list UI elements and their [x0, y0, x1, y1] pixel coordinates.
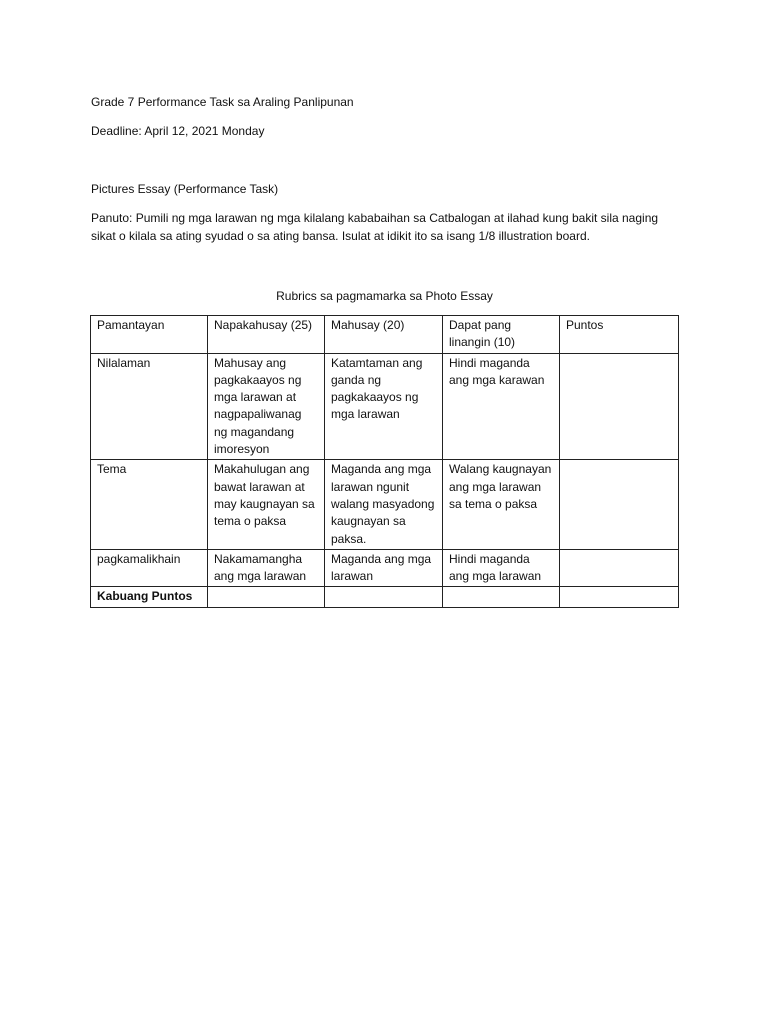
column-header: Puntos — [560, 316, 679, 354]
good-cell: Katamtaman ang ganda ng pagkakaayos ng mga larawan — [325, 353, 443, 460]
column-header: Napakahusay (25) — [208, 316, 325, 354]
criterion-cell: pagkamalikhain — [91, 549, 208, 587]
good-cell: Maganda ang mga larawan ngunit walang masyadong kaugnayan sa paksa. — [325, 460, 443, 549]
total-cell — [560, 587, 679, 607]
needs-work-cell: Walang kaugnayan ang mga larawan sa tema o paksa — [443, 460, 560, 549]
column-header: Pamantayan — [91, 316, 208, 354]
points-cell — [560, 353, 679, 460]
table-row — [91, 549, 679, 587]
excellent-cell: Mahusay ang pagkakaayos ng mga larawan at nagpapaliwanag ng magandang imoresyon — [208, 353, 325, 460]
essay-title: Pictures Essay (Performance Task) — [91, 182, 279, 196]
criterion-cell: Nilalaman — [91, 353, 208, 460]
needs-work-cell: Hindi maganda ang mga karawan — [443, 353, 560, 460]
rubric-caption: Rubrics sa pagmamarka sa Photo Essay — [276, 289, 493, 303]
points-cell — [560, 549, 679, 587]
good-cell: Maganda ang mga larawan — [325, 549, 443, 587]
total-label: Kabuang Puntos — [91, 587, 208, 607]
column-header: Mahusay (20) — [325, 316, 443, 354]
excellent-cell: Makahulugan ang bawat larawan at may kaugnayan sa tema o paksa — [208, 460, 325, 549]
total-cell — [208, 587, 325, 607]
table-row — [91, 460, 679, 549]
criterion-cell: Tema — [91, 460, 208, 549]
table-row — [91, 353, 679, 460]
excellent-cell: Nakamamangha ang mga larawan — [208, 549, 325, 587]
deadline-text: Deadline: April 12, 2021 Monday — [91, 124, 265, 138]
document-title: Grade 7 Performance Task sa Araling Panlipunan — [91, 95, 354, 109]
rubric-table — [90, 315, 679, 608]
column-header: Dapat pang linangin (10) — [443, 316, 560, 354]
total-cell — [325, 587, 443, 607]
rubric-header-row — [91, 316, 679, 354]
total-cell — [443, 587, 560, 607]
needs-work-cell: Hindi maganda ang mga larawan — [443, 549, 560, 587]
points-cell — [560, 460, 679, 549]
instructions-text: Panuto: Pumili ng mga larawan ng mga kilalang kababaihan sa Catbalogan at ilahad kung bakit sila naging sikat o kilala sa ating syudad o sa ating bansa. Isulat at idikit ito sa isang 1/8 illustration board. — [91, 211, 659, 243]
total-row — [91, 587, 679, 607]
